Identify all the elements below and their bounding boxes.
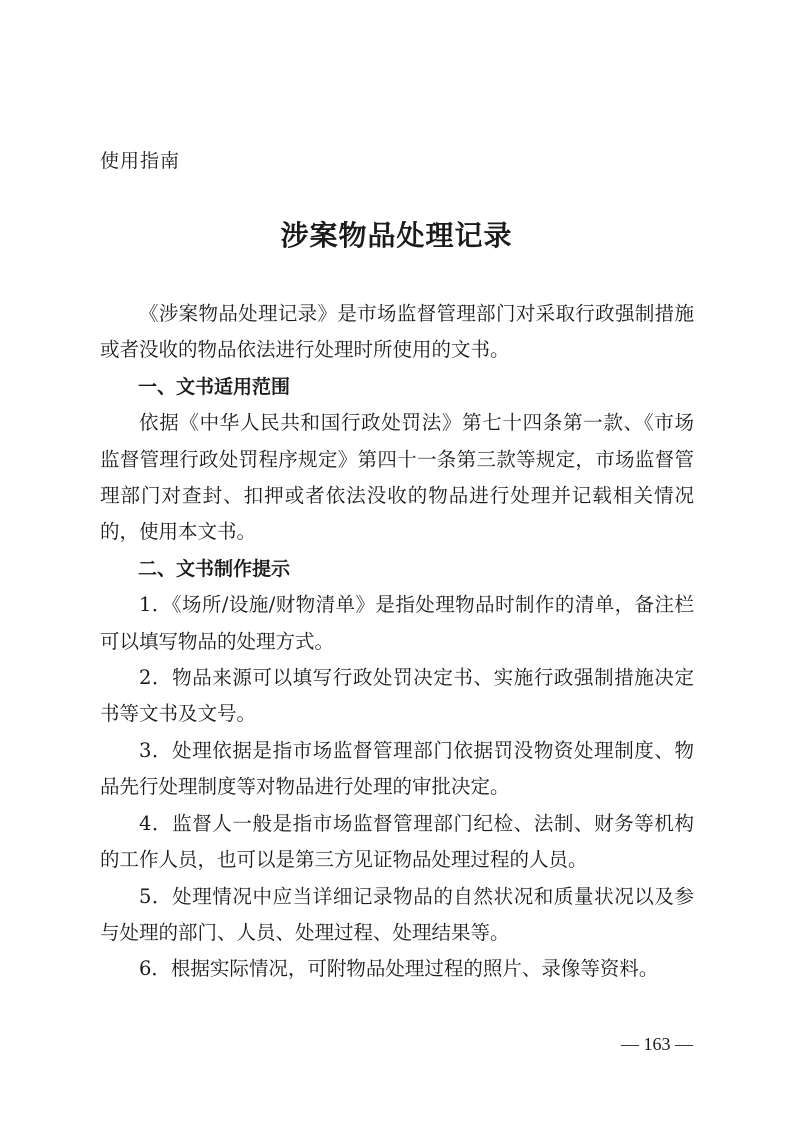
section-heading-scope: 一、文书适用范围	[138, 375, 291, 398]
tip-item-5: 5．处理情况中应当详细记录物品的自然状况和质量状况以及参与处理的部门、人员、处理过程、处理结果等。	[100, 884, 694, 944]
tip-item-1: 1．《场所/设施/财物清单》是指处理物品时制作的清单，备注栏可以填写物品的处理方式。	[100, 593, 694, 653]
scope-paragraph: 依据《中华人民共和国行政处罚法》第七十四条第一款、《市场监督管理行政处罚程序规定》第四十一条第三款等规定，市场监督管理部门对查封、扣押或者依法没收的物品进行处理并记载相关情况的，使用本文书。	[100, 411, 694, 544]
tip-item-6: 6．根据实际情况，可附物品处理过程的照片、录像等资料。	[139, 957, 659, 981]
tip-item-3: 3．处理依据是指市场监督管理部门依据罚没物资处理制度、物品先行处理制度等对物品进行处理的审批决定。	[100, 738, 694, 799]
guide-label: 使用指南	[100, 150, 181, 172]
page-number: — 163 —	[621, 1034, 693, 1054]
page-title: 涉案物品处理记录	[280, 219, 513, 252]
document-body	[100, 296, 694, 988]
section-heading-tips: 二、文书制作提示	[138, 557, 291, 580]
tip-item-2: 2．物品来源可以填写行政处罚决定书、实施行政强制措施决定书等文书及文号。	[100, 666, 694, 726]
tip-item-4: 4．监督人一般是指市场监督管理部门纪检、法制、财务等机构的工作人员，也可以是第三方见证物品处理过程的人员。	[100, 811, 694, 872]
intro-paragraph: 《涉案物品处理记录》是市场监督管理部门对采取行政强制措施或者没收的物品依法进行处理时所使用的文书。	[100, 302, 694, 362]
